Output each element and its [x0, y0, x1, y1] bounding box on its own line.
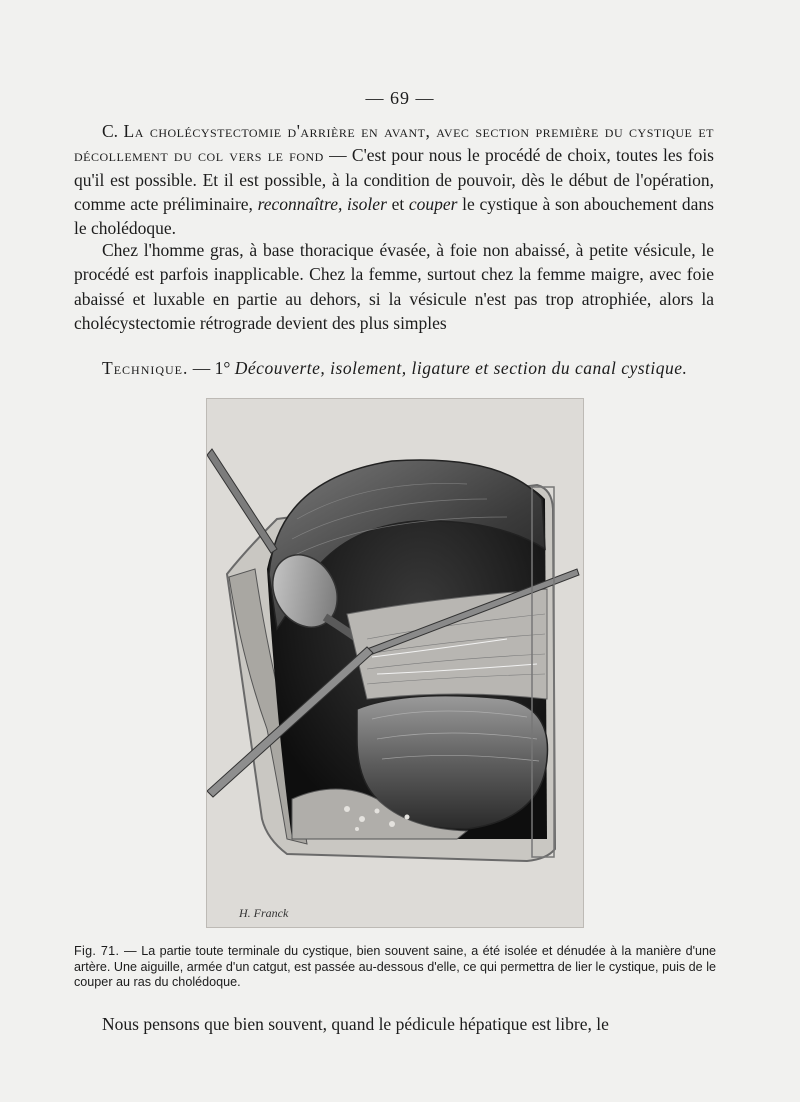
technique-title: Découverte, isolement, ligature et section du canal cystique. — [234, 358, 688, 378]
technique-step: 1° — [214, 358, 235, 378]
section-text-3: le cystique à son abouchement dans le cholédoque. — [74, 193, 714, 239]
page-number: — 69 — — [365, 88, 435, 108]
illustration-drawing — [207, 399, 583, 927]
heading-dash: — — [323, 145, 352, 166]
paragraph-patient-types: Chez l'homme gras, à base thoracique évasée, à foie non abaissé, à petite vésicule, le procédé est parfois inapplicable. Chez la femme, surtout chez la femme maigre, avec foie abaissé et luxable en partie au dehors, si la vésicule n'est pas trop atrophiée, alors la cholécystectomie rétrograde devient des plus simples — [74, 240, 714, 333]
section-letter: C. — [102, 121, 119, 141]
technique-label: Technique. — [102, 358, 189, 378]
closing-paragraph: Nous pensons que bien souvent, quand le pédicule hépatique est libre, le — [102, 1014, 609, 1034]
surgical-illustration — [206, 398, 584, 928]
section-heading: La cholécystectomie d'arrière en avant, avec section première du cystique et décollement du col vers le fond — [74, 121, 714, 166]
technique-heading — [74, 356, 714, 380]
section-text-2: et — [386, 193, 409, 214]
section-text-1: C'est pour nous le procédé de choix, toutes les fois qu'il est possible. Et il est possible, à la condition de pouvoir, dès le début de l'opération, comme acte préliminaire, — [74, 145, 714, 214]
section-italic-1: reconnaître, isoler — [257, 193, 387, 214]
caption-text: La partie toute terminale du cystique, bien souvent saine, a été isolée et dénudée à la manière d'une artère. Une aiguille, armée d'un catgut, est passée au-dessous d'elle, ce qui permettra de lier le cystique, puis de le couper au ras du cholédoque. — [74, 944, 717, 990]
technique-dash: — — [188, 358, 215, 378]
artist-signature: H. Franck — [239, 906, 289, 920]
section-c-paragraph — [74, 119, 714, 240]
section-italic-2: couper — [408, 193, 458, 214]
caption-label: Fig. 71. — — [74, 944, 137, 958]
figure-caption — [74, 944, 716, 991]
